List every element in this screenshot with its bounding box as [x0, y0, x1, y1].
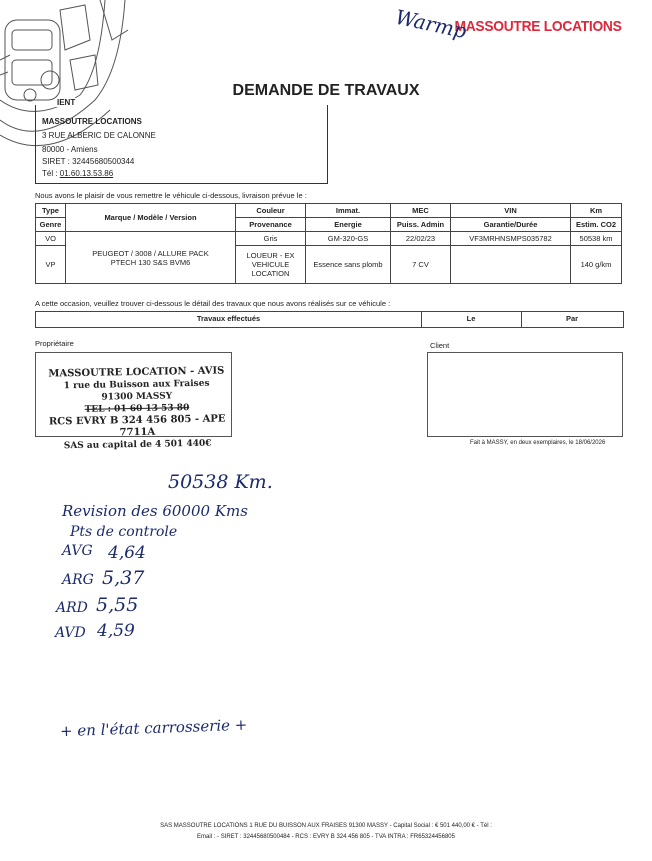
- client-siret: SIRET : 32445680500344: [42, 157, 135, 166]
- cell-provenance-line1: LOUEUR - EX: [246, 251, 295, 260]
- handwritten-km: 50538 Km.: [168, 471, 273, 493]
- cell-energie: Essence sans plomb: [306, 246, 391, 284]
- stamp-line1: MASSOUTRE LOCATION - AVIS: [48, 365, 225, 380]
- brand-logo-text: MASSOUTRE LOCATIONS: [454, 18, 622, 35]
- header-marque: Marque / Modèle / Version: [66, 204, 236, 232]
- cell-puiss: 7 CV: [391, 246, 451, 284]
- footer-line1: SAS MASSOUTRE LOCATIONS 1 RUE DU BUISSON AUX FRAISES 91300 MASSY - Capital Social : € 501 440,00 € - Tél :: [160, 823, 492, 829]
- proprietaire-label: Propriétaire: [35, 339, 74, 348]
- client-tel-label: Tél :: [42, 169, 60, 178]
- cell-provenance: [236, 246, 306, 284]
- header-provenance: Provenance: [236, 218, 306, 232]
- handwritten-pts-controle: Pts de controle: [70, 524, 178, 540]
- cell-immat: GM-320-GS: [306, 232, 391, 246]
- stamp-line6: SAS au capital de 4 501 440€: [63, 438, 212, 452]
- header-immat: Immat.: [306, 204, 391, 218]
- handwritten-ard-value: 5,55: [96, 594, 139, 616]
- header-type: Type: [36, 204, 66, 218]
- client-city: 80000 - Amiens: [42, 145, 98, 154]
- client-tel: [42, 169, 113, 178]
- handwritten-ard-label: ARD: [56, 600, 88, 616]
- cell-provenance-line2: VEHICULE: [251, 260, 290, 269]
- header-puiss: Puiss. Admin: [391, 218, 451, 232]
- cell-type: VO: [36, 232, 66, 246]
- cell-km: 50538 km: [571, 232, 622, 246]
- header-energie: Energie: [306, 218, 391, 232]
- client-signature-box: [427, 352, 623, 437]
- stamp-line3: 91300 MASSY: [101, 391, 173, 403]
- client-name: MASSOUTRE LOCATIONS: [42, 117, 142, 126]
- travaux-header-box: [35, 311, 624, 328]
- header-vin: VIN: [451, 204, 571, 218]
- handwritten-avg-label: AVG: [62, 543, 93, 559]
- handwritten-revision: Revision des 60000 Kms: [62, 502, 248, 520]
- header-mec: MEC: [391, 204, 451, 218]
- cell-co2: 140 g/km: [571, 246, 622, 284]
- client-section-label: Client: [430, 341, 450, 350]
- travaux-le-label: Le: [466, 314, 476, 323]
- handwritten-avd-value: 4,59: [97, 621, 135, 641]
- vehicle-table: [35, 203, 622, 284]
- header-garantie: Garantie/Durée: [451, 218, 571, 232]
- header-genre: Genre: [36, 218, 66, 232]
- handwritten-annotation: Warmp: [393, 4, 469, 44]
- client-tel-number: 01.60.13.53.86: [59, 169, 114, 178]
- company-stamp: [41, 365, 232, 452]
- header-km: Km: [571, 204, 622, 218]
- cell-mec: 22/02/23: [391, 232, 451, 246]
- header-couleur: Couleur: [236, 204, 306, 218]
- cell-garantie: [451, 246, 571, 284]
- handwritten-avg-value: 4,64: [108, 543, 146, 563]
- cell-marque-line2: PTECH 130 S&S BVM6: [110, 257, 191, 267]
- fait-a-text: Fait à MASSY, en deux exemplaires, le 18/06/2026: [470, 440, 606, 446]
- handwritten-etat-carrosserie: + en l'état carrosserie +: [59, 715, 248, 741]
- cell-marque-line1: PEUGEOT / 3008 / ALLURE PACK: [92, 248, 209, 258]
- header-co2: Estim. CO2: [571, 218, 622, 232]
- page-title: DEMANDE DE TRAVAUX: [232, 82, 420, 99]
- intro-text: Nous avons le plaisir de vous remettre le véhicule ci-dessous, livraison prévue le :: [35, 191, 307, 200]
- cell-genre: VP: [36, 246, 66, 284]
- stamp-line5: RCS EVRY B 324 456 805 - APE 7711A: [48, 413, 226, 439]
- cell-provenance-line3: LOCATION: [251, 269, 290, 278]
- stamp-line4: TEL : 01 60 13 53 80: [84, 403, 190, 415]
- cell-couleur: Gris: [236, 232, 306, 246]
- travaux-par-label: Par: [565, 314, 579, 323]
- client-label: IENT: [57, 98, 76, 107]
- cell-marque: [66, 232, 236, 284]
- handwritten-arg-value: 5,37: [102, 567, 145, 589]
- handwritten-arg-label: ARG: [62, 572, 94, 588]
- handwritten-avd-label: AVD: [55, 625, 86, 641]
- client-address: 3 RUE ALBERIC DE CALONNE: [42, 131, 156, 140]
- travaux-effectues-label: Travaux effectués: [196, 314, 261, 323]
- stamp-line2: 1 rue du Buisson aux Fraises: [63, 378, 210, 392]
- cell-vin: VF3MRHNSMPS035782: [451, 232, 571, 246]
- travaux-intro-text: A cette occasion, veuillez trouver ci-dessous le détail des travaux que nous avons réalisés sur ce véhicule :: [35, 299, 391, 308]
- footer-line2: Email : - SIRET : 32445680500484 - RCS : EVRY B 324 456 805 - TVA INTRA : FR65324456805: [197, 834, 455, 840]
